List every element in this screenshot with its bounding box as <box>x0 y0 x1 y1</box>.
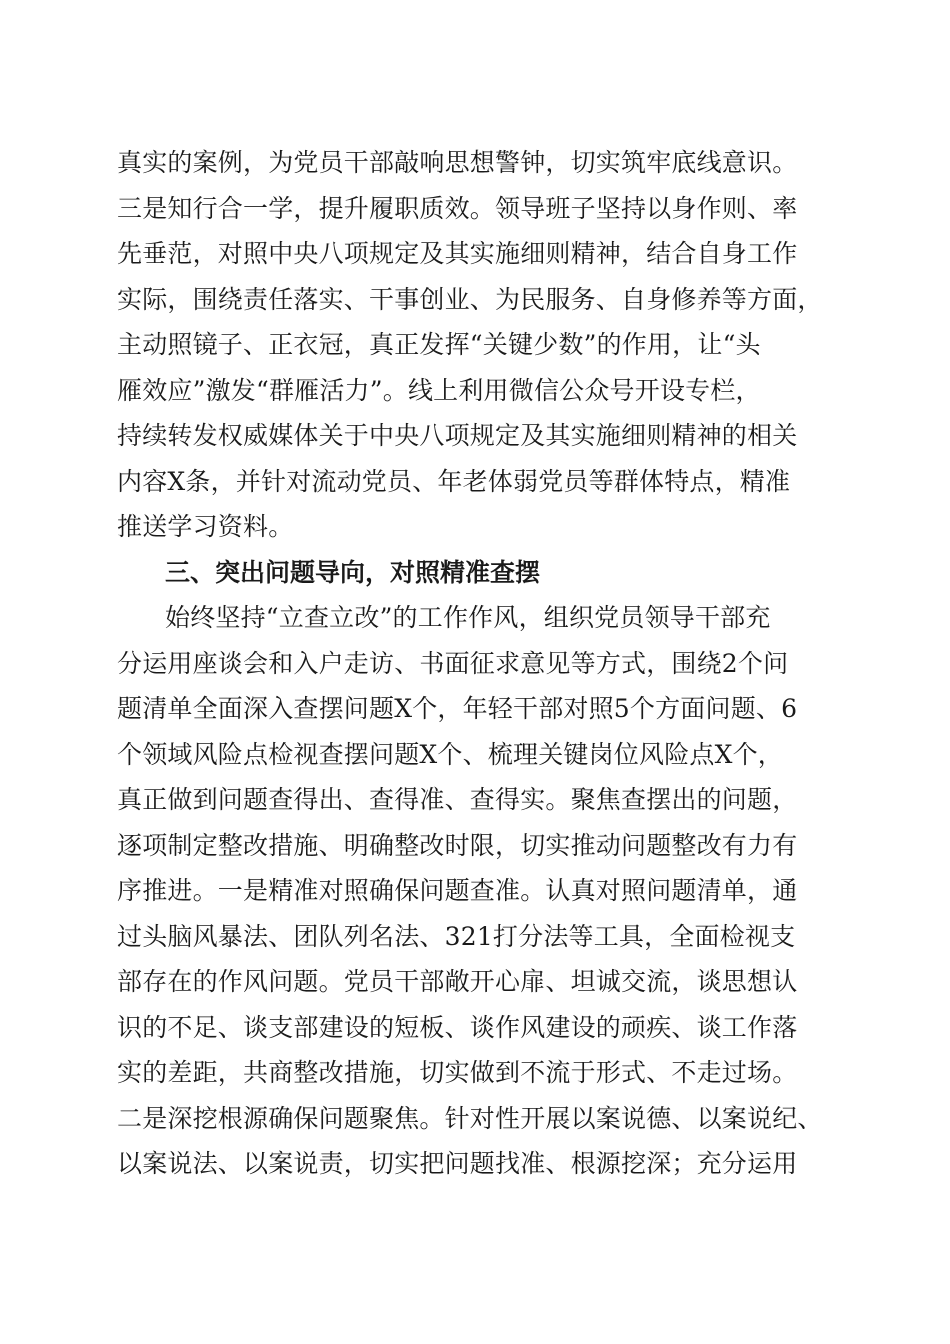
section-heading: 三、突出问题导向，对照精准查摆 <box>165 557 541 587</box>
body-line: 过头脑风暴法、团队列名法、321打分法等工具，全面检视支 <box>117 921 796 951</box>
body-line: 以案说法、以案说责，切实把问题找准、根源挖深；充分运用 <box>117 1149 798 1178</box>
body-line: 三是知行合一学，提升履职质效。领导班子坚持以身作则、率 <box>117 193 798 223</box>
body-line: 识的不足、谈支部建设的短板、谈作风建设的顽疾、谈工作落 <box>117 1012 798 1042</box>
body-line: 分运用座谈会和入户走访、书面征求意见等方式，围绕2个问 <box>117 648 789 678</box>
body-line: 逐项制定整改措施、明确整改时限，切实推动问题整改有力有 <box>117 830 798 860</box>
body-line: 题清单全面深入查摆问题X个，年轻干部对照5个方面问题、6 <box>117 694 798 723</box>
paragraph-first-line: 始终坚持“立查立改”的工作作风，组织党员领导干部充 <box>165 603 771 632</box>
body-line: 推送学习资料。 <box>117 512 294 541</box>
body-line: 内容X条，并针对流动党员、年老体弱党员等群体特点，精准 <box>117 466 791 496</box>
body-line: 个领域风险点检视查摆问题X个、梳理关键岗位风险点X个， <box>117 739 783 769</box>
body-line: 持续转发权威媒体关于中央八项规定及其实施细则精神的相关 <box>117 421 798 450</box>
body-line: 部存在的作风问题。党员干部敞开心扉、坦诚交流，谈思想认 <box>117 967 798 996</box>
body-line: 先垂范，对照中央八项规定及其实施细则精神，结合自身工作 <box>117 239 798 268</box>
body-line: 雁效应”激发“群雁活力”。线上利用微信公众号开设专栏， <box>117 375 761 405</box>
body-line: 实的差距，共商整改措施，切实做到不流于形式、不走过场。 <box>117 1058 798 1087</box>
body-line: 序推进。一是精准对照确保问题查准。认真对照问题清单，通 <box>117 876 798 905</box>
body-line: 真正做到问题查得出、查得准、查得实。聚焦查摆出的问题， <box>117 785 798 814</box>
document-body <box>117 140 837 1187</box>
body-line: 真实的案例，为党员干部敲响思想警钟，切实筑牢底线意识。 <box>117 148 798 177</box>
body-line: 实际，围绕责任落实、干事创业、为民服务、自身修养等方面， <box>117 284 823 314</box>
body-line: 二是深挖根源确保问题聚焦。针对性开展以案说德、以案说纪、 <box>117 1103 823 1133</box>
body-line: 主动照镜子、正衣冠，真正发挥“关键少数”的作用，让“头 <box>117 330 761 359</box>
